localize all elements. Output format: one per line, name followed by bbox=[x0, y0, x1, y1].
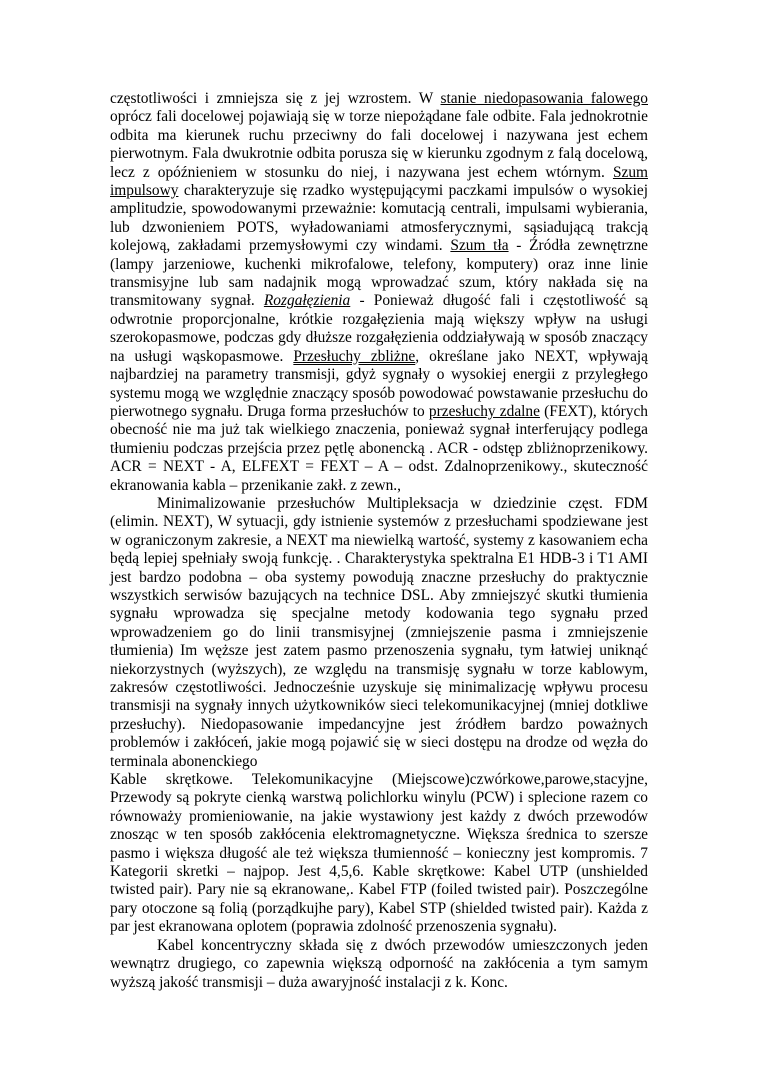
document-body bbox=[110, 90, 648, 992]
paragraph-interference-types: częstotliwości i zmniejsza się z jej wzrostem. W stanie niedopasowania falowego oprócz fali docelowej pojawiają się w torze niepożądane fale odbite. Fala jednokrotnie odbita ma kierunek ruchu przeciwny do fali docelowej i nazywana jest echem pierwotnym. Fala dwukrotnie odbita porusza się w kierunku zgodnym z falą docelową, lecz z opóźnieniem w stosunku do niej, i nazywana jest echem wtórnym. Szum impulsowy charakteryzuje się rzadko występującymi paczkami impulsów o wysokiej amplitudzie, spowodowanymi przeważnie: komutacją centrali, impulsami wybierania, lub dzwonieniem POTS, wyładowaniami atmosferycznymi, sąsiadującą trakcją kolejową, zakładami przemysłowymi czy windami. Szum tła - Źródła zewnętrzne (lampy jarzeniowe, kuchenki mikrofalowe, telefony, komputery) oraz inne linie transmisyjne lub sam nadajnik mogą wprowadzać szum, który nakłada się na transmitowany sygnał. Rozgałęzienia - Ponieważ długość fali i częstotliwość są odwrotnie proporcjonalne, krótkie rozgałęzienia mają większy wpływ na usługi szerokopasmowe, podczas gdy dłuższe rozgałęzienia oddziaływają w sposób znaczący na usługi wąskopasmowe. Przesłuchy zbliżne, określane jako NEXT, wpływają najbardziej na parametry transmisji, gdyż sygnały o wysokiej energii z przyległego systemu mogą we względnie znaczący sposób powodować powstawanie przesłuchu do pierwotnego sygnału. Druga forma przesłuchów to przesłuchy zdalne (FEXT), których obecność nie ma już tak wielkiego znaczenia, ponieważ sygnał interferujący podlega tłumieniu podczas przejścia przez pętlę abonencką . ACR - odstęp zbliżnoprzenikowy. ACR = NEXT - A, ELFEXT = FEXT – A – odst. Zdalnoprzenikowy., skuteczność ekranowania kabla – przenikanie zakł. z zewn., bbox=[110, 90, 649, 494]
term-background-noise: Szum tła bbox=[450, 237, 509, 255]
term-far-end-crosstalk: przesłuchy zdalne bbox=[428, 402, 540, 420]
paragraph-crosstalk-minimization: Minimalizowanie przesłuchów Multipleksacja w dziedzinie częst. FDM (elimin. NEXT), W sytuacji, gdy istnienie systemów z przesłuchami spodziewane jest w ograniczonym zakresie, a NEXT ma niewielką wartość, systemy z kasowaniem echa będą lepiej spełniały swoją funkcję. . Charakterystyka spektralna E1 HDB-3 i T1 AMI jest bardzo podobna – oba systemy powodują znaczne przesłuchy do praktycznie wszystkich serwisów bazujących na technice DSL. Aby zmniejszyć skutki tłumienia sygnału wprowadza się specjalne metody kodowania tego sygnału przed wprowadzeniem go do linii transmisyjnej (zmniejszenie pasma i zmniejszenie tłumienia) Im węższe jest zatem pasmo przenoszenia sygnału, tym łatwiej uniknąć niekorzystnych (wyższych), ze względu na transmisję sygnału w torze kablowym, zakresów częstotliwości. Jednocześnie uzyskuje się minimalizację wpływu procesu transmisji na sygnały innych użytkowników sieci telekomunikacyjnej (mniej dotkliwe przesłuchy). Niedopasowanie impedancyjne jest źródłem bardzo poważnych problemów i zakłóceń, jakie mogą pojawić się w sieci dostępu na drodze od węzła do terminala abonenckiego bbox=[110, 494, 648, 770]
term-impedance-mismatch: stanie niedopasowania falowego bbox=[440, 90, 648, 107]
paragraph-twisted-pair-cables: Kable skrętkowe. Telekomunikacyjne (Miejscowe)czwórkowe,parowe,stacyjne, Przewody są pokryte cienką warstwą polichlorku winylu (PCW) i splecione razem co równoważy promieniowanie, na jakie wystawiony jest każdy z dwóch przewodów znosząc w ten sposób zakłócenia elektromagnetyczne. Większa średnica to szersze pasmo i większa długość ale też większa tłumienność – konieczny jest kompromis. 7 Kategorii skretki – najpop. Jest 4,5,6. Kable skrętkowe: Kabel UTP (unshielded twisted pair). Pary nie są ekranowane,. Kabel FTP (foiled twisted pair). Poszczególne pary otoczone są folią (porządkujhe pary), Kabel STP (shielded twisted pair). Każda z par jest ekranowana oplotem (poprawia zdolność przenoszenia sygnału). bbox=[110, 771, 648, 936]
term-near-end-crosstalk: Przesłuchy zbliżne bbox=[293, 347, 416, 365]
term-bridged-taps: Rozgałęzienia bbox=[263, 292, 351, 310]
term-impulse-noise: Szum impulsowy bbox=[110, 163, 648, 200]
paragraph-coaxial-cable: Kabel koncentryczny składa się z dwóch przewodów umieszczonych jeden wewnątrz drugiego, co zapewnia większą odporność na zakłócenia a tym samym wyższą jakość transmisji – duża awaryjność instalacji z k. Konc. bbox=[110, 936, 648, 991]
